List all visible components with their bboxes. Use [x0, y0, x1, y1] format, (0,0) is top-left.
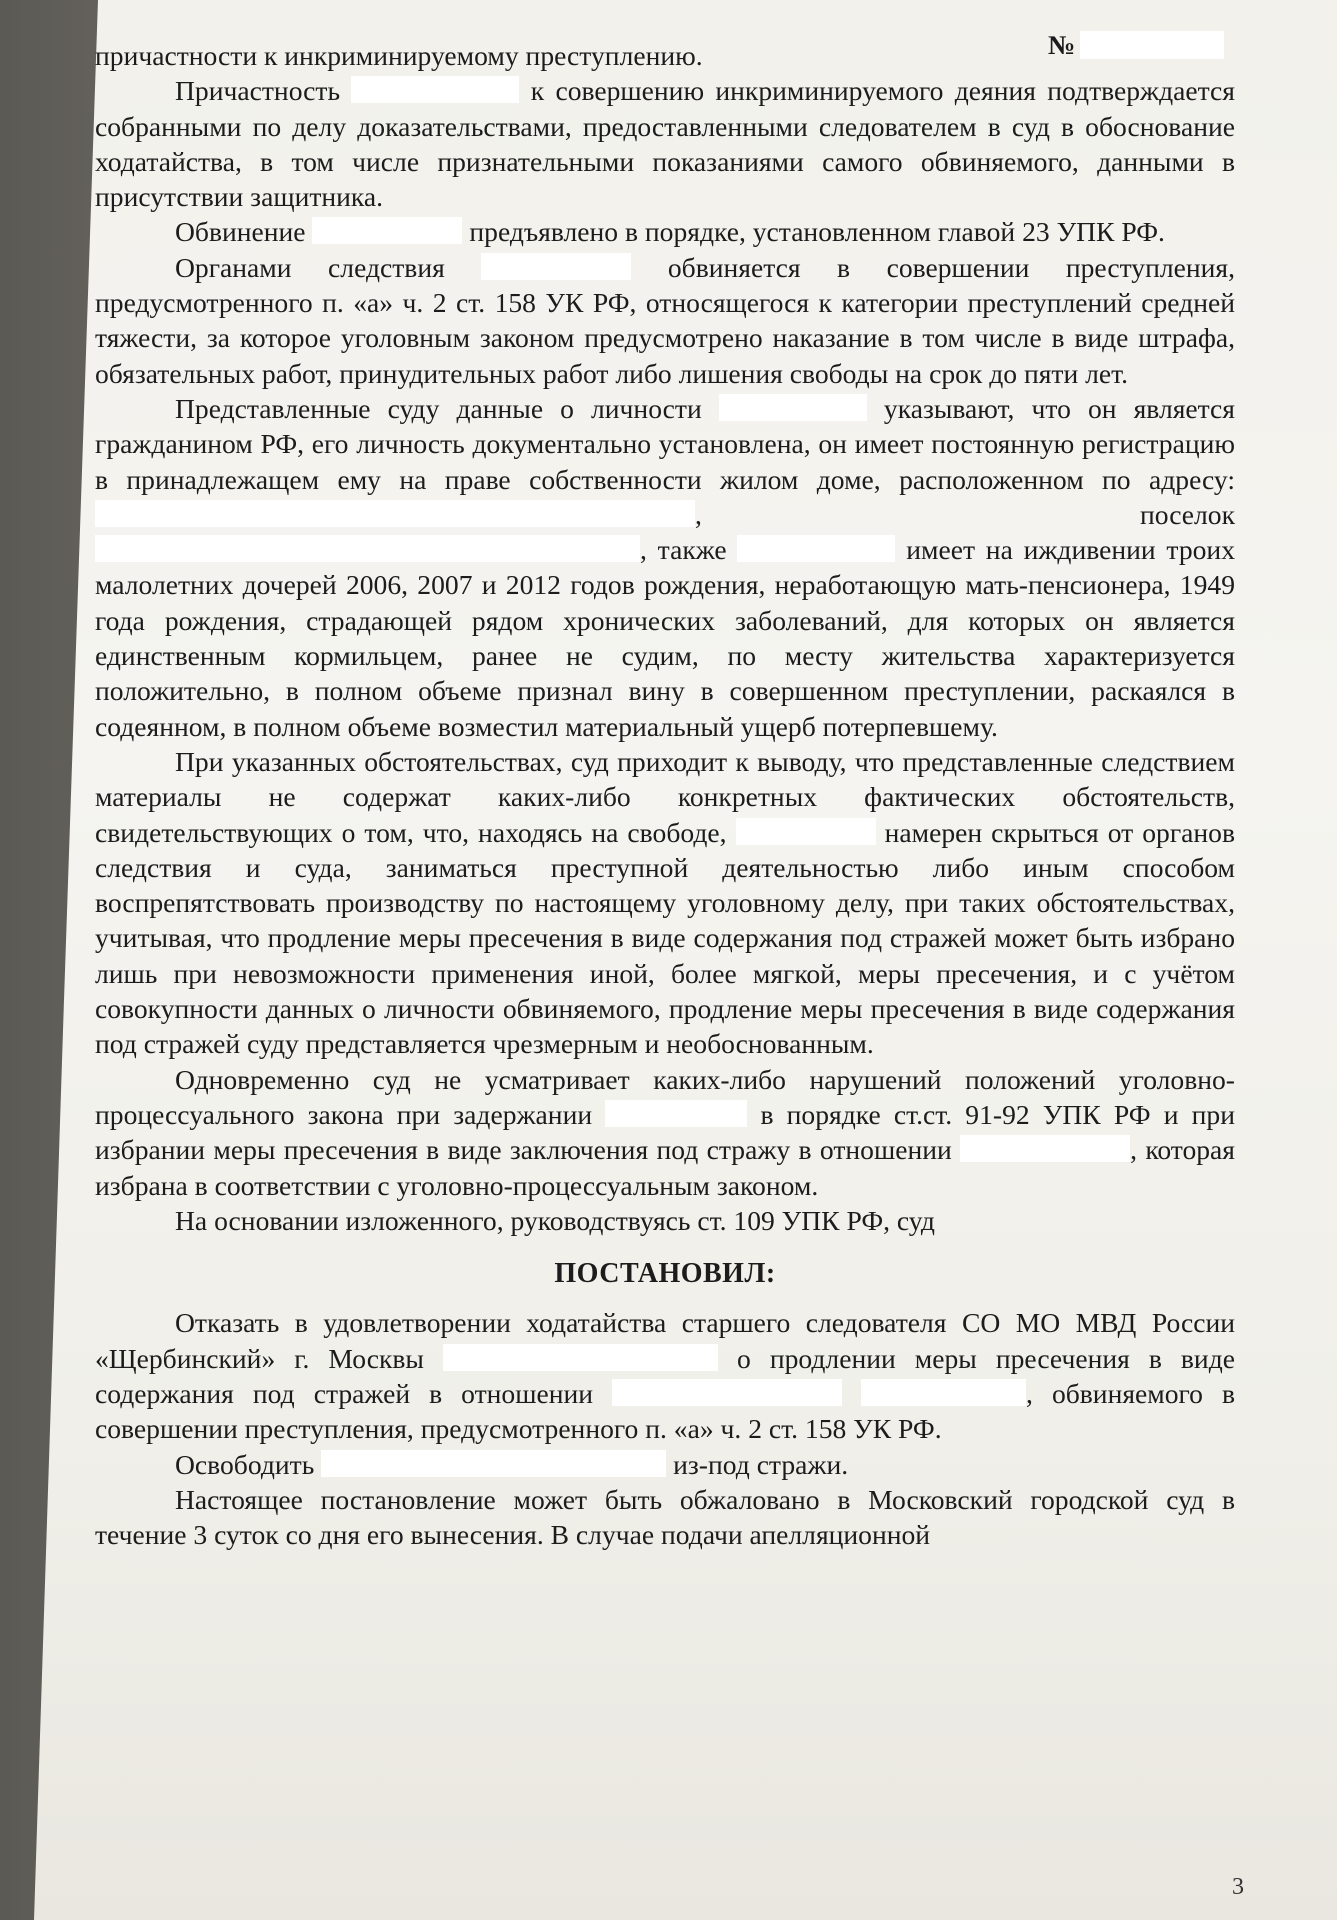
redacted-name [321, 1450, 666, 1477]
paragraph-grounds: На основании изложенного, руководствуясь ст. 109 УПК РФ, суд [175, 1204, 935, 1236]
paragraph-involvement: Причастность к совершению инкриминируемого деяния подтверждается собранными по делу доказательствами, предоставленными следователем в суд в обоснование ходатайства, в том числе признательными показаниями самого обвиняемого, данными в присутствии защитника. [95, 75, 1235, 213]
ruling-heading: ПОСТАНОВИЛ: [554, 1258, 776, 1290]
paragraph-charge: Обвинение предъявлено в порядке, установленном главой 23 УПК РФ. [175, 216, 1165, 248]
paragraph-release: Освободить из-под стражи. [175, 1448, 849, 1480]
redacted-name [312, 217, 462, 244]
redacted-name [736, 818, 876, 845]
paragraph-appeal: Настоящее постановление может быть обжаловано в Московский городской суд в течение 3 суток со дня его вынесения. В случае подачи апелляционной [95, 1483, 1235, 1551]
redacted-name [351, 76, 519, 103]
redacted-name [605, 1100, 747, 1127]
redacted-name [861, 1379, 1026, 1406]
redacted-name [719, 394, 867, 421]
paragraph-no-violations: Одновременно суд не усматривает каких-либо нарушений положений уголовно-процессуального закона при задержании в порядке ст.ст. 91-92 УПК РФ и при избрании меры пресечения в виде заключения под стражу в отношении , которая избрана в соответствии с уголовно-процессуальным законом. [95, 1063, 1235, 1201]
redacted-address [95, 500, 695, 527]
redacted-name [737, 535, 895, 562]
redacted-name [443, 1344, 718, 1371]
page-number: 3 [1232, 1874, 1244, 1900]
document-number-sign: № [1048, 30, 1076, 60]
redacted-name [612, 1379, 842, 1406]
paragraph-accusation: Органами следствия обвиняется в совершении преступления, предусмотренного п. «а» ч. 2 ст. 158 УК РФ, относящегося к категории преступлений средней тяжести, за которое уголовным законом предусмотрено наказание в том числе в виде штрафа, обязательных работ, принудительных работ либо лишения свободы на срок до пяти лет. [95, 251, 1236, 389]
redacted-name [481, 253, 631, 280]
redacted-name [960, 1135, 1130, 1162]
paragraph-refuse: Отказать в удовлетворении ходатайства старшего следователя СО МО МВД России «Щербинский» г. Москвы о продлении меры пресечения в виде содержания под стражей в отношении , обвиняемого в совершении преступления, предусмотренного п. «а» ч. 2 ст. 158 УК РФ. [95, 1307, 1235, 1445]
document-body [95, 38, 1235, 1552]
paragraph-continuation: причастности к инкриминируемому преступлению. [95, 40, 703, 71]
paragraph-conclusion: При указанных обстоятельствах, суд приходит к выводу, что представленные следствием материалы не содержат каких-либо конкретных фактических обстоятельств, свидетельствующих о том, что, находясь на свободе, намерен скрыться от органов следствия и суда, заниматься преступной деятельностью либо иным способом воспрепятствовать производству по настоящему уголовному делу, при таких обстоятельствах, учитывая, что продление меры пресечения в виде содержания под стражей может быть избрано лишь при невозможности применения иной, более мягкой, меры пресечения, и с учётом совокупности данных о личности обвиняемого, продление меры пресечения в виде содержания под стражей суду представляется чрезмерным и необоснованным. [95, 745, 1236, 1060]
redacted-address [95, 535, 640, 562]
paragraph-personal-data: Представленные суду данные о личности указывают, что он является гражданином РФ, его личность документально установлена, он имеет постоянную регистрацию в принадлежащем ему на праве собственности жилом доме, расположенном по адресу: , поселок , также имеет на иждивении троих малолетних дочерей 2006, 2007 и 2012 годов рождения, неработающую мать-пенсионера, 1949 года рождения, страдающей рядом хронических заболеваний, для которых он является единственным кормильцем, ранее не судим, по месту жительства характеризуется положительно, в полном объеме признал вину в совершенном преступлении, раскаялся в содеянном, в полном объеме возместил материальный ущерб потерпевшему. [95, 392, 1235, 742]
